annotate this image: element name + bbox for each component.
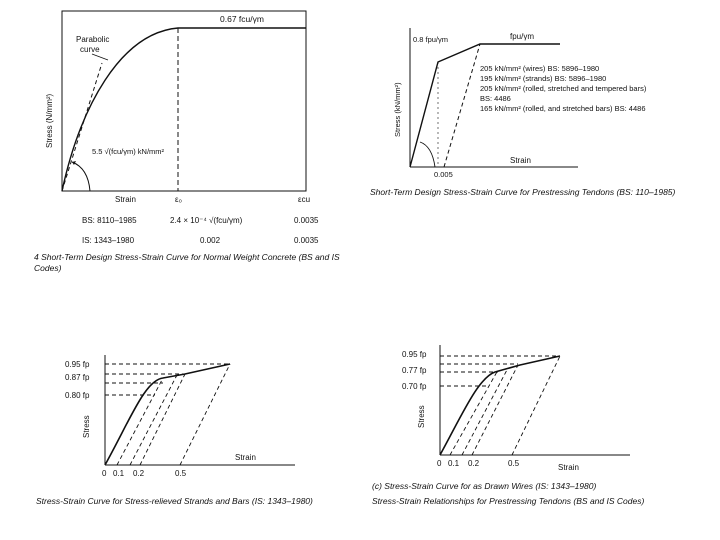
fig1-xlabel: Strain	[115, 195, 136, 204]
fig4-xtick: 0.2	[468, 459, 480, 468]
fig1-modulus-label: 5.5 √(fcu/γm) kN/mm²	[92, 147, 165, 156]
fig2-x-tick: 0.005	[434, 170, 453, 179]
fig3-xtick: 0.1	[113, 469, 125, 478]
fig2-knee-label: 0.8 fpu/γm	[413, 35, 449, 44]
fig1-concrete-diagram	[30, 8, 330, 208]
fig4-xtick: 0	[437, 459, 442, 468]
fig2-xlabel: Strain	[510, 156, 531, 165]
fig3-ytick: 0.87 fp	[65, 373, 90, 382]
fig2-legend	[480, 64, 660, 114]
fig1-ylabel: Stress (N/mm²)	[45, 93, 54, 148]
fig1-angle-arc	[72, 162, 90, 191]
fig4-caption-main: Stress-Strain Relationships for Prestressing Tendons (BS and IS Codes)	[372, 496, 645, 506]
fig3-xtick: 0	[102, 469, 107, 478]
fig4-ytick: 0.77 fp	[402, 366, 427, 375]
fig1-initial-tangent	[62, 63, 102, 191]
fig2-legend-item: 165 kN/mm² (rolled, and stretched bars) BS: 4486	[480, 104, 646, 113]
fig2-legend-item: 205 kN/mm² (wires) BS: 5896–1980	[480, 64, 600, 73]
fig2-offset-line	[444, 44, 480, 167]
fig4-ylabel: Stress	[417, 405, 426, 428]
fig3-ytick: 0.80 fp	[65, 391, 90, 400]
fig3-xlabel: Strain	[235, 453, 256, 462]
fig2-legend-item: 195 kN/mm² (strands) BS: 5896–1980	[480, 74, 607, 83]
fig1-caption: 4 Short-Term Design Stress-Strain Curve for Normal Weight Concrete (BS and IS Codes)	[34, 252, 340, 273]
fig3-ytick: 0.95 fp	[65, 360, 90, 369]
fig3-strand-diagram	[55, 350, 315, 490]
fig4-xtick: 0.5	[508, 459, 520, 468]
fig2-top-label: fpu/γm	[510, 32, 535, 41]
fig2-ylabel: Stress (kN/mm²)	[393, 82, 402, 137]
fig4-xtick: 0.1	[448, 459, 460, 468]
fig1-parabolic-label-2: curve	[80, 45, 100, 54]
fig4-ytick: 0.95 fp	[402, 350, 427, 359]
fig3-curve	[105, 364, 230, 465]
fig4-wire-diagram	[390, 340, 650, 480]
fig3-xtick: 0.2	[133, 469, 145, 478]
fig1-epscu-label: εcu	[298, 195, 311, 204]
fig1-eps0-label: ε₀	[175, 195, 182, 204]
fig1-parabolic-label: Parabolic	[76, 35, 110, 44]
fig4-caption-c: (c) Stress-Strain Curve for as Drawn Wires (IS: 1343–1980)	[372, 481, 597, 491]
fig3-ylabel: Stress	[82, 415, 91, 438]
fig2-legend-item: 205 kN/mm² (rolled, stretched and tempered bars) BS: 4486	[480, 84, 647, 103]
fig1-top-label: 0.67 fcu/γm	[220, 14, 264, 24]
fig3-caption: Stress-Strain Curve for Stress-relieved Strands and Bars (IS: 1343–1980)	[36, 496, 313, 506]
fig4-xlabel: Strain	[558, 463, 579, 472]
fig3-xtick: 0.5	[175, 469, 187, 478]
fig4-ytick: 0.70 fp	[402, 382, 427, 391]
fig2-caption: Short-Term Design Stress-Strain Curve for Prestressing Tendons (BS: 110–1985)	[370, 187, 676, 197]
